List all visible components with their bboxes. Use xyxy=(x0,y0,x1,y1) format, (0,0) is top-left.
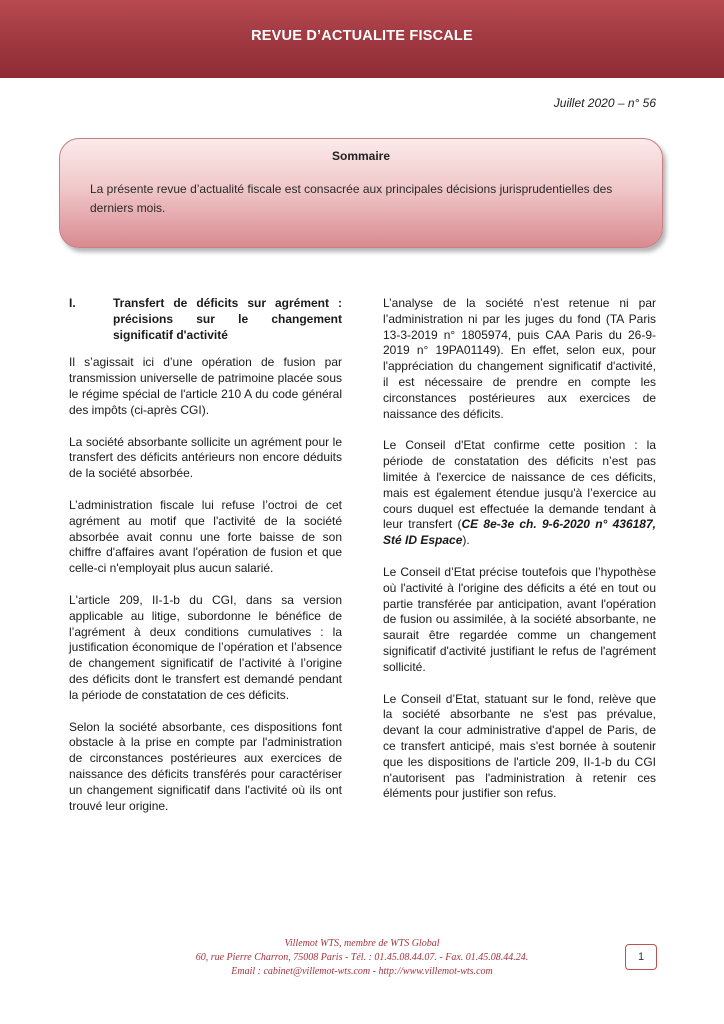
case-reference: CE 8e-3e ch. 9-6-2020 n° 436187, Sté ID Espace xyxy=(383,517,656,548)
section-number: I. xyxy=(69,296,76,310)
paragraph-text-end: ). xyxy=(462,533,470,548)
page-title: REVUE D’ACTUALITE FISCALE xyxy=(251,28,473,44)
paragraph: Selon la société absorbante, ces dispositions font obstacle à la prise en compte par l'administration de circonstances postérieures aux exercices de naissance des déficits transférés pour caractériser un changement significatif dans l'activité où ils ont trouvé leur origine. xyxy=(69,719,342,813)
summary-text: La présente revue d’actualité fiscale est consacrée aux principales décisions jurisprudentielles des derniers mois. xyxy=(90,182,613,215)
issue-date: Juillet 2020 – n° 56 xyxy=(553,96,656,110)
footer-firm: Villemot WTS, membre de WTS Global xyxy=(284,938,440,949)
paragraph: Le Conseil d’Etat précise toutefois que l’hypothèse où l'activité à l'origine des déficits a été en tout ou partie transférée par anticipation, avant l'opération de fusion ou assimilée, à la société absorbante, ne saurait être regardée comme un changement significatif d'activité justifiant le refus de l'agrément sollicité. xyxy=(383,564,656,674)
summary-title: Sommaire xyxy=(331,149,391,163)
left-column xyxy=(69,296,342,830)
paragraph: L’analyse de la société n’est retenue ni par l’administration ni par les juges du fond (TA Paris 13-3-2019 n° 1805974, puis CAA Paris du 26-9-2019 n° 19PA01149). En effet, selon eux, pour l'appréciation du changement significatif d'activité, il est nécessaire de prendre en compte les circonstances postérieures aux exercices de naissance des déficits. xyxy=(383,296,656,421)
header-banner xyxy=(0,0,724,78)
paragraph: La société absorbante sollicite un agrément pour le transfert des déficits antérieurs non encore déduits de la société absorbée. xyxy=(69,434,342,481)
paragraph-with-reference xyxy=(383,438,656,549)
summary-box xyxy=(59,138,663,248)
paragraph: L’administration fiscale lui refuse l’octroi de cet agrément au motif que l'activité de la société absorbée avait connu une forte baisse de son chiffre d'affaires avant l'opération de fusion et que celle-ci n'employait plus aucun salarié. xyxy=(69,497,342,576)
paragraph: L'article 209, II-1-b du CGI, dans sa version applicable au litige, subordonne le bénéfice de l’agrément à deux conditions cumulatives : la justification économique de l’opération et l’absence de changement significatif de l’activité à l’origine des déficits dont le transfert est demandé pendant la période de constatation de ces déficits. xyxy=(69,592,342,702)
paragraph: Le Conseil d’Etat, statuant sur le fond, relève que la société absorbante ne s'est pas prévalue, devant la cour administrative d'appel de Paris, de ce transfert anticipé, mais s'est bornée à soutenir que les dispositions de l'article 209, II-1-b du CGI n'autorisent pas l'administration à retenir ces éléments pour justifier son refus. xyxy=(383,691,656,801)
footer xyxy=(0,937,724,979)
right-column xyxy=(383,296,656,818)
footer-contact: Email : cabinet@villemot-wts.com - http://www.villemot-wts.com xyxy=(231,966,493,977)
section-title: Transfert de déficits sur agrément : précisions sur le changement significatif d'activité xyxy=(113,296,342,342)
page-number: 1 xyxy=(625,944,657,970)
paragraph: Il s’agissait ici d’une opération de fusion par transmission universelle de patrimoine placée sous le régime spécial de l'article 210 A du code général des impôts (ci-après CGI). xyxy=(69,355,342,417)
paragraph-text: Le Conseil d'Etat confirme cette position : la période de constatation des déficits n’est pas limitée à l'exercice de naissance de ces déficits, mais est également étendue jusqu'à l’exercice au cours duquel est effectuée la demande tendant à leur transfert ( xyxy=(383,438,656,532)
footer-address: 60, rue Pierre Charron, 75008 Paris - Tél. : 01.45.08.44.07. - Fax. 01.45.08.44.24. xyxy=(195,952,529,963)
section-heading xyxy=(69,296,342,343)
